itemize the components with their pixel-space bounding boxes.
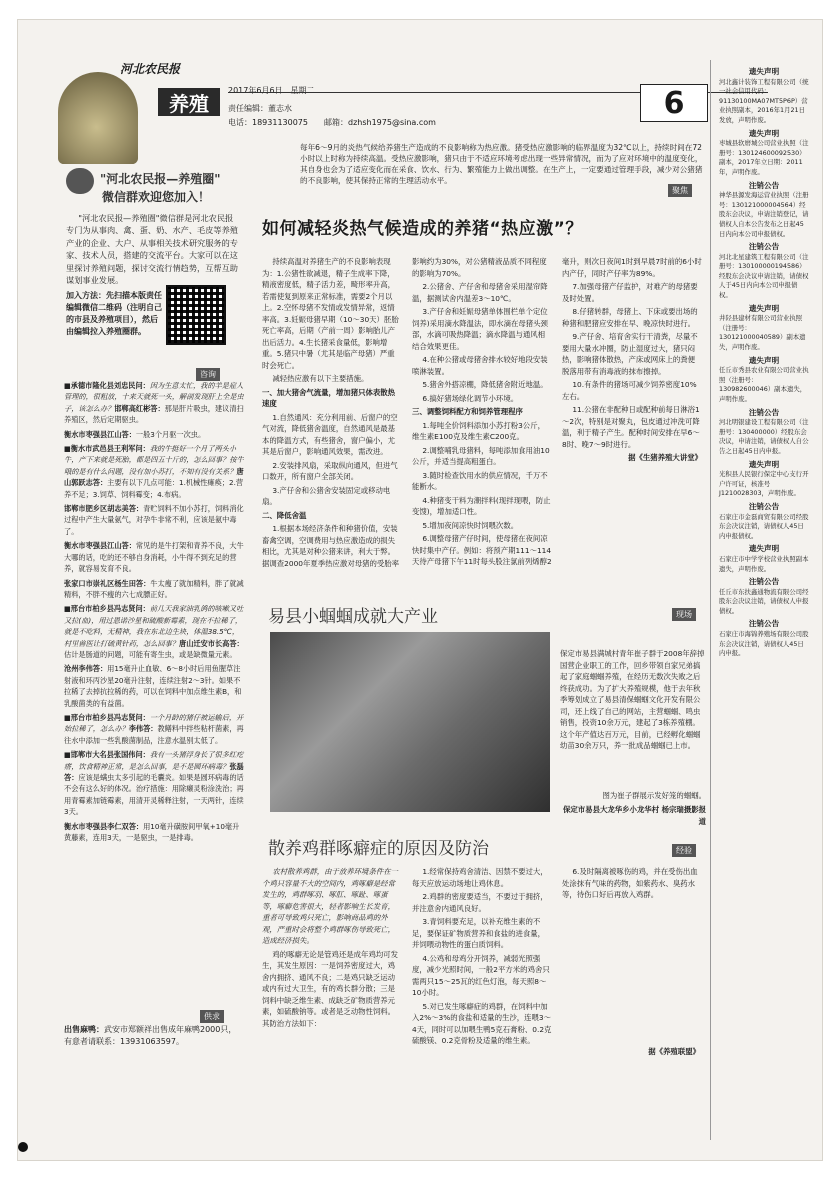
qa-answer: 用15毫升止血敏、6～8小时后用鱼腥草注射液和环丙沙星20毫升注射，连续注射2～3针。如果不拉稀了去掉抗拉稀的药，可以在饲料中加点维生素B，和乳酸菌类的有益菌。: [64, 664, 242, 708]
article1-para: 2.安装排风扇，采取纵向通风，但进气口数开，所有窗户全部关闭。: [262, 460, 398, 481]
qa-answer: 青贮饲料不加小苏打，饲料消化过程中产生大量氨气，对孕牛非常不利，应该是氨中毒了。: [64, 504, 244, 536]
qa-answer: 那是肝片吸虫，建议清扫养殖区，然后定期驱虫。: [64, 403, 244, 425]
qa-asker: 衡水市枣强县江山答：: [64, 541, 136, 551]
notice-heading: 注销公告: [748, 180, 780, 190]
article1-para: 5.增加夜间凉快时饲喂次数。: [422, 520, 519, 530]
qa-answer: 估计是肠道的问题，可能有寄生虫，或是缺微量元素。: [64, 649, 237, 659]
article1-body: [262, 256, 702, 588]
article3-para: 5.对已发生啄癖症的鸡群，在饲料中加入2%～3%的食盐和适量的生沙，连喂3～4天，同时可以加喂生鸭5克石膏粉、0.2克硫酸镁、0.2克骨粉及适量的维生素。: [412, 1001, 552, 1045]
qa-answer: 教鳝料中拌些粘杆菌素，再往水中添加一些乳酸菌制品，注意水温别太低了。: [64, 724, 244, 745]
article3-source: 据《养殖联盟》: [648, 1047, 700, 1056]
qa-answerer: 唐山郭跃志答：: [64, 466, 244, 488]
qa-question: 一个月龄的猪仔被运输后，开始拉稀了，怎么办？: [64, 712, 244, 734]
notice-heading: 注销公告: [748, 501, 780, 511]
article1-heading-3: 三、调整饲料配方和饲养管理程序: [412, 407, 523, 416]
article1-para: 10.有条件的猪场可减少饲养密度10%左右。: [562, 380, 697, 401]
qa-asker: ■邢台市柏乡县冯志贤问：: [64, 712, 150, 722]
notice-heading: 注销公告: [748, 619, 780, 629]
notice-list: [711, 60, 811, 659]
wechat-intro: "河北农民报—养殖圈"微信群是河北农民报专门为从事肉、禽、蛋、奶、水产、毛皮等养殖产业的企业、大户、从事相关技术研究服务的专家、技术人员，搭建的交流平台。大家可以在这里探讨养殖问题，探讨交流行情趋势，互帮互助谋划事业发展。: [66, 213, 238, 286]
date-line: 2017年6月6日 星期二: [228, 86, 315, 95]
qa-question: 我有一头猪浮身长了很多红疙瘩，饮食精神正常，是怎么回事，是不是圆环病毒？: [64, 750, 244, 771]
notice-text: 河北北星建筑工程有限公司（注册号：130100000194586）经股东会决议申请注销，请债权人于45日内向本公司申报债权。: [719, 252, 809, 300]
notice-text: 石家庄市金磊商贸有限公司经股东会决议注销，请债权人45日内申报债权。: [719, 512, 809, 540]
article1-para: 5.猪舍外搭凉棚，降低猪舍附近地温。: [422, 380, 548, 389]
qa-answerer: 邯郸高红彬答：: [114, 403, 165, 413]
sale-title: 出售麻鸭：: [64, 1025, 104, 1034]
article1-para: 4.种猪变干料为潮拌料(现拌现喂，防止变馊)，增加适口性。: [412, 495, 551, 516]
notices-column: [710, 60, 811, 1140]
article3-para: 1.经常保持鸡舍清洁、因禁不要过大，每天应放运动场地让鸡休息。: [412, 867, 548, 888]
qa-asker: 衡水市枣强县江山答：: [64, 429, 136, 439]
article1-para: 8.仔猪转群，母猪上、下床或要出场的种猪和肥猪应安排在早、晚凉快时进行。: [562, 307, 698, 328]
qa-item: [64, 540, 246, 574]
article1-heading-2: 二、降低舍温: [262, 510, 307, 520]
qa-answerer: 张磊答：: [64, 761, 244, 782]
qa-answerer: 唐山迁安市长高答：: [179, 638, 244, 648]
qa-tag: 咨询: [196, 368, 220, 381]
article1-para: 1.每吨全价饲料添加小苏打粉3公斤，维生素E100克及维生素C200克。: [412, 420, 545, 441]
article1-para: 6.搞好猪场绿化调节小环境。: [422, 393, 519, 403]
article1-para: 4.在种公猪或母猪舍排水较好地段安装喷淋装置。: [412, 355, 548, 376]
article1-title: 如何减轻炎热气候造成的养猪“热应激”？: [262, 219, 583, 239]
qa-asker: 衡水市枣强县李仁双答：: [64, 821, 144, 831]
qa-item: [64, 443, 246, 500]
notice-heading: 遗失声明: [748, 355, 780, 365]
notice-heading: 遗失声明: [748, 544, 780, 554]
wechat-icon: [66, 168, 94, 194]
page-number: 6: [640, 84, 708, 122]
email: 邮箱：dzhsh1975@sina.com: [324, 118, 436, 127]
qa-question: 我的牛挺好一个月了两头小牛，产下来就是死胎，都是四五十斤的，怎么回事？按牛哦的是有什么问题，没有加小苏打，不知有没有关系？: [64, 444, 244, 476]
qa-asker: 张家口市崇礼区杨生田答：: [64, 578, 151, 588]
article3-lead: 农村散养鸡群，由于放养环境条件在一个鸡只容量不大的空间内，鸡啄癖是经常发生的，鸡群啄羽、啄肛、啄趾、啄蛋等，啄癖危害很大，轻者影响生长发育，重者可导致鸡只死亡，影响商品鸡的外观，严重时会将整个鸡群啄伤导致死亡，造成经济损失。: [262, 867, 399, 945]
qa-answerer: 李伟答：: [128, 724, 158, 734]
photo-caption: 图为崔子群展示发好笼的蝈蝈。: [602, 791, 706, 800]
article3-para: 3.青饲料要充足，以补充维生素的不足，要保证矿物质营养和食盐的进食量，并饲喂动物性的蛋白质饲料。: [412, 917, 546, 949]
article3-tag: 经验: [672, 844, 696, 857]
section-label: 养殖: [158, 88, 220, 116]
notice-text: 河北鑫计装饰工程有限公司（统一社会信用代码：91130100MA07MT5P6P）营业执照副本，2016年1月21日发放，声明作废。: [719, 77, 809, 124]
article1-para: 3.产仔舍和公猪舍安装固定或移动电扇。: [262, 485, 391, 506]
qa-list: [64, 380, 246, 1000]
article3-para: 6.及时隔离被啄伤的鸡，并在受伤出血处涂抹有气味的药物，如紫药水、臭药水等，待伤口好后再放入鸡群。: [562, 867, 698, 899]
qa-answer: 一般3个月驱一次虫。: [135, 429, 206, 439]
newspaper-logo-text: 河北农民报: [120, 62, 181, 76]
contact-line: [228, 116, 436, 130]
sale-notice: [64, 1024, 244, 1048]
editor-line: 责任编辑：董志水: [228, 104, 292, 113]
intro-text: 每年6～9月的炎热气候给养猪生产造成的不良影响称为热应激。猪受热应激影响的临界温度为32℃以上，持续时间在72小时以上时称为持续高温。受热应激影响，猪只由于不适应环境考虑出现一些异常情况，而为了应对环境中的温度变化，其自身也会为了适应变化而在采食、饮水、行为、繁殖能力上做出调整。在生产上，一定要通过管理手段，减少对公猪猪的不良影响，使其保持正常的生理活动水平。: [300, 143, 703, 185]
notice-text: 石家庄市中学学校营业执照副本遗失，声明作废。: [719, 554, 809, 573]
qa-item: [64, 578, 246, 601]
article1-source: 据《生猪养殖大讲堂》: [628, 453, 702, 462]
intro-tag: 聚焦: [668, 184, 692, 197]
article1-lead: 持续高温对养猪生产的不良影响表现为：1.公猪性欲减退，精子生成率下降，精液密度低，精子活力差，畸形率升高，若需使复到原来正常标准，需要2个月以上。2.空怀母猪不发情或发情异常，返情率高。3.妊娠母猪早期（10～30天）胚胎死亡率高，后期（产前一周）影响胎儿产出后活力。4.生长猪采食量低，影响增重。5.猪只中暑（尤其是临产母猪）严重时会死亡。: [262, 257, 399, 370]
qa-asker: ■邢台市柏乡县冯志贤问：: [64, 604, 150, 614]
notice-text: 任丘市秀县农业有限公司营业执照（注册号：130982600046）副本遗失，声明作废。: [719, 366, 809, 403]
farmer-photo: [270, 632, 550, 812]
wechat-group-title: "河北农民报—养殖圈": [100, 172, 221, 186]
article1-heading-1: 一、加大猪舍气流量，增加猪只体表散热速度: [262, 387, 396, 408]
qa-answer: 主要有以下几点可能：1.机械性瘫痪；2.营养不足；3.饲草、饲料霉变；4.布病。: [64, 478, 244, 499]
notice-text: 河北明银建设工程有限公司（注册号：130400000）经股东会决议，申请注销，请债权人自公告之日起45日内申报。: [719, 418, 809, 455]
notice-text: 石家庄市海锦养殖场有限公司股东会决议注销，请债权人45日内申报。: [719, 630, 809, 658]
qa-answer: 牛太瘦了就加精料，胖了就减精料，不胖不瘦的六七成膘正好。: [64, 578, 244, 599]
qa-answer: 常见的是牛打架和青养不良，大牛大哪的话，吃的还不够自身消耗，小牛得不到充足的营养，就容易发育不良。: [64, 541, 244, 574]
qa-item: [64, 603, 246, 660]
notice-heading: 遗失声明: [748, 67, 780, 76]
wechat-welcome: 微信群欢迎您加入！: [102, 190, 211, 204]
notice-text: 枣城县软磨城公司营业执照（注册号：130124600092530）副本，2017年立日期：2011年，声明作废。: [719, 139, 809, 176]
article3-body: [262, 866, 702, 1048]
masthead-info: [228, 84, 436, 130]
margin-dot: [18, 1142, 28, 1152]
qa-item: [64, 380, 246, 426]
notice-heading: 遗失声明: [748, 303, 780, 313]
join-method: 加入方法：先扫描本版责任编辑微信二维码（注明自己的市县及养殖项目），然后由编辑拉入养殖圈群。: [66, 291, 162, 336]
article2-byline: 保定市易县大龙华乡小龙华村 杨宗瑞摄影报道: [563, 805, 706, 826]
qa-item: [64, 503, 246, 537]
qa-asker: ■承德市隆化县刘忠民问：: [64, 381, 150, 390]
article1-para: 7.加强母猪产仔监护，对难产的母猪要及时处置。: [562, 282, 698, 303]
qa-asker: 沧州李伟答：: [64, 664, 108, 674]
notice-heading: 遗失声明: [748, 128, 780, 138]
qa-asker: ■衡水市武邑县王利军问：: [64, 444, 150, 454]
qr-code-icon: [166, 285, 226, 345]
article2-title: 易县小蝈蝈成就大产业: [268, 607, 438, 627]
notice-heading: 注销公告: [748, 577, 780, 587]
article1-para: 11.公猪在非配种日或配种前每日淋浴1～2次，特别是对聚丸，包皮通过冲洗可降温，利于精子产生。配种时间安排在早6～8时、晚7～9时进行。: [562, 405, 700, 449]
article1-para: 2.调整哺乳母猪料，每吨添加食用油10公斤，并适当提高粗蛋白。: [412, 445, 550, 466]
qa-question: 前几天我家油乳鸽的咳嗽又吐又拉(血)，用过恩诺沙星和硫酸新霉素，现在不拉稀了，就是不吃料，无精神，我在东北边生块，体温38.5℃，村里兽医让打硫黄针药，怎么回事？: [64, 604, 244, 648]
qa-item: [64, 712, 246, 746]
notice-text: 神华县源发海运营业执照（注册号：130121000004564）经股东会决议，申请注销登记，请债权人自本公告发布之日起45日内向本公司申报债权。: [719, 191, 809, 238]
article1-para: 1.根据本场经济条件和种猪价值，安装畜禽空调，空调费用与热应激造成的损失相比，尤其是对种公猪来讲，利大于弊。据调查2000年夏季热应激对母猪的受胎率影响约为30%，对公猪精液品质不同程度的影响为70%。: [262, 257, 547, 568]
sale-text: 武安市郑额祥出售成年麻鸭2000只，有意者请联系：13931063597。: [64, 1025, 237, 1046]
qa-item: [64, 429, 246, 440]
wheat-logo-icon: [58, 72, 138, 164]
article1-para: 3.随时检查饮用水的供应情况，千万不能断水。: [412, 470, 548, 491]
article1-para: 1.自然通风：充分利用前、后窗户的空气对流，降低猪舍温度，自然通风是最基本的降温方式，有些猪舍，窗户偏小，尤其是后窗户，影响通风效果，需改进。: [262, 412, 398, 456]
qa-answer: 应该是螨虫太多引起的毛囊炎。如果是圆环病毒的话不会有这么好的体况。治疗措施：用除癞灵粉涂洗治；再用青霉素加链霉素，用清开灵稀释注射，一天两针，连续3天。: [64, 773, 244, 817]
article3-title: 散养鸡群啄癖症的原因及防治: [268, 839, 489, 859]
qa-asker: 邯郸市肥乡区胡志美答：: [64, 504, 144, 514]
article1-lead2: 减轻热应激有以下主要措施。: [272, 374, 369, 383]
notice-text: 任丘市东扶鑫通物流有限公司经股东会决议注销，请债权人申报债权。: [719, 587, 809, 615]
notice-heading: 遗失声明: [748, 459, 780, 469]
article3-para: 4.公鸡和母鸡分开饲养，减弱光照强度，减少光照时间，一般2平方米的鸡舍只需两只15～25瓦的红色灯泡，每天照8～10小时。: [412, 953, 550, 997]
article2-body: 保定市易县满城村青年崔子群于2008年辞掉国营企业职工的工作，回乡带领自家兄弟搞起了家庭蝈蝈养殖，在经历无数次失败之后终获成功。为了扩大养殖规模，他于去年秋季筹划成立了易县清保蝈蝈文化开发有限公司，还上线了自己的网站，主营蝈蝈、鸣虫销售，投资10余万元，建起了3栋养殖棚。这个年产值达百万元，目前，已经孵化蝈蝈幼苗30余万只，养一批成品蝈蝈已上市。: [560, 649, 705, 750]
qa-item: [64, 749, 246, 817]
article1-para: 3.产仔舍和妊娠母猪单体围栏单个定位饲养)采用滴水降温法，即水滴在母猪头颈部，水滴可吸热降温；滴水降温与通风相结合效果更佳。: [412, 307, 548, 351]
phone: 电话：18931130075: [228, 118, 308, 127]
notice-text: 光积县人民银行保定中心支行开户许可证，核准号J1210028303，声明作废。: [719, 470, 809, 498]
notice-text: 井陉县建材有限公司营业执照（注册号：130121000040589）副本遗失，声明作废。: [719, 314, 806, 352]
qa-answer: 用10毫升磺胺间甲氧+10毫升黄藤素，连用3天，一是驱虫，一是排毒。: [64, 821, 240, 843]
article1-para: 9.产仔舍、培育舍实行干清粪，尽量不要用大量水冲圈，防止湿度过大，猪只闷热，影响猪体散热，产床或网床上的粪便脱落用带有消毒液的抹布擦掉。: [562, 332, 698, 376]
qa-item: [64, 663, 246, 709]
qa-question: 因为生意太忙，我的羊是雇人管理的，很粗放，十来天就死一头，解剖发现肝上全是虫子，该怎么办？: [64, 381, 244, 413]
article1-para: 6.调整母猪产仔时间，使母猪在夜间凉快时集中产仔。例如：将预产期111～114天待产母猪下午11时每头股注氯前列烯醇2毫升，则次日夜间1时到早晨7时前的6小时内产仔，同时产仔率为89%。: [412, 257, 702, 566]
article2-tag: 现场: [672, 608, 696, 621]
notice-heading: 注销公告: [748, 242, 780, 252]
market-tag: 供求: [200, 1010, 224, 1023]
qa-asker: ■邯郸市大名县张国伟问：: [64, 750, 150, 760]
article3-para: 2.鸡群的密度要适当，不要过于拥挤，并注意舍内通风良好。: [412, 892, 548, 913]
article3-para: 鸡的啄癖无论是管鸡还是成年鸡均可发生，其发生原因：一是饲养密度过大，鸡舍内拥挤、通风不良；二是鸡只缺乏运动或内有过大卫生，有的鸡长群分散；三是饲料中缺乏维生素、成缺乏矿物质营养元素，如硫酸钠等。或者是乏动物性饲料。其防治方法如下：: [262, 949, 399, 1028]
notice-heading: 注销公告: [748, 407, 780, 417]
article1-para: 2.公猪舍、产仔舍和母猪舍采用湿帘降温，据测试舍内温差3～10℃。: [412, 282, 548, 303]
qa-item: [64, 821, 246, 844]
